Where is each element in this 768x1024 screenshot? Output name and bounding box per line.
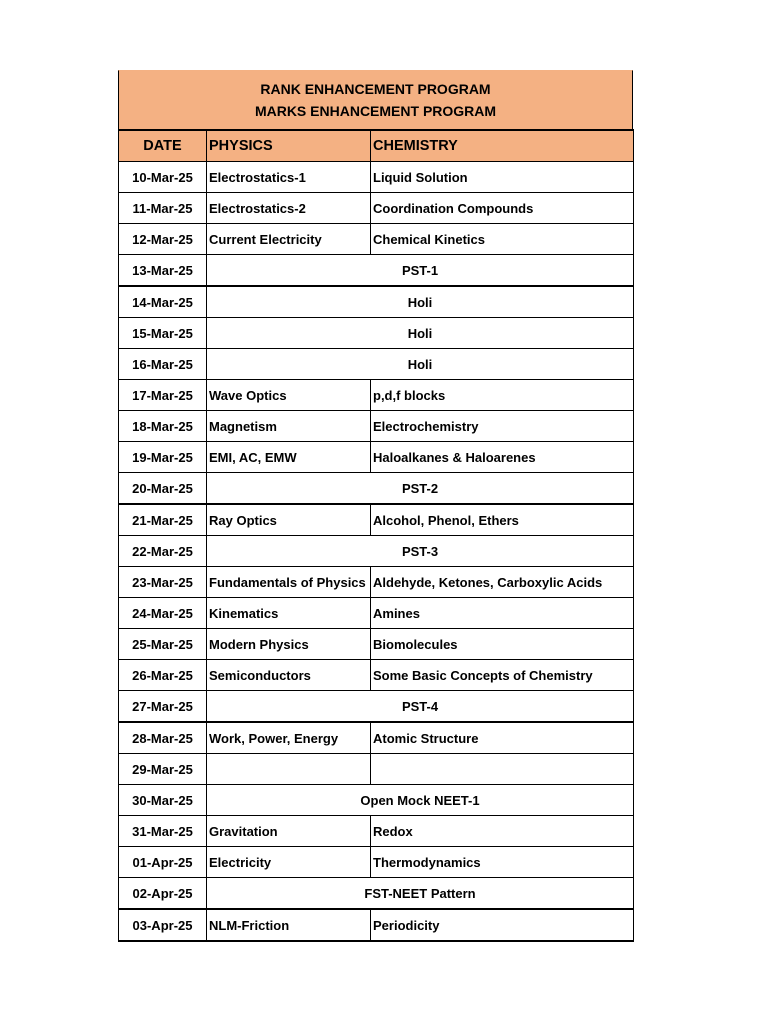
date-cell: 28-Mar-25	[119, 722, 207, 754]
chemistry-topic-cell: Some Basic Concepts of Chemistry	[371, 660, 634, 691]
physics-topic-cell: Kinematics	[207, 598, 371, 629]
table-row	[119, 754, 634, 785]
column-header-physics: PHYSICS	[207, 130, 371, 162]
chemistry-topic-cell: Periodicity	[371, 909, 634, 941]
column-header-chemistry: CHEMISTRY	[371, 130, 634, 162]
merged-event-cell: PST-4	[207, 691, 634, 723]
merged-event-cell: Holi	[207, 286, 634, 318]
date-cell: 15-Mar-25	[119, 318, 207, 349]
merged-event-cell: Open Mock NEET-1	[207, 785, 634, 816]
date-cell: 17-Mar-25	[119, 380, 207, 411]
table-row	[119, 785, 634, 816]
table-row	[119, 660, 634, 691]
physics-topic-cell: Modern Physics	[207, 629, 371, 660]
table-row	[119, 847, 634, 878]
merged-event-cell: PST-3	[207, 536, 634, 567]
program-banner	[118, 70, 633, 129]
schedule-rows	[119, 162, 634, 942]
chemistry-topic-cell: Alcohol, Phenol, Ethers	[371, 504, 634, 536]
date-cell: 22-Mar-25	[119, 536, 207, 567]
schedule-table	[118, 129, 634, 942]
table-row	[119, 349, 634, 380]
merged-event-cell: FST-NEET Pattern	[207, 878, 634, 910]
chemistry-topic-cell: Liquid Solution	[371, 162, 634, 193]
date-cell: 02-Apr-25	[119, 878, 207, 910]
merged-event-cell: PST-2	[207, 473, 634, 505]
physics-topic-cell: NLM-Friction	[207, 909, 371, 941]
date-cell: 26-Mar-25	[119, 660, 207, 691]
table-row	[119, 411, 634, 442]
date-cell: 30-Mar-25	[119, 785, 207, 816]
date-cell: 20-Mar-25	[119, 473, 207, 505]
chemistry-topic-cell: Chemical Kinetics	[371, 224, 634, 255]
date-cell: 11-Mar-25	[119, 193, 207, 224]
table-row	[119, 909, 634, 941]
date-cell: 18-Mar-25	[119, 411, 207, 442]
physics-topic-cell: Current Electricity	[207, 224, 371, 255]
chemistry-topic-cell: Atomic Structure	[371, 722, 634, 754]
physics-topic-cell: EMI, AC, EMW	[207, 442, 371, 473]
chemistry-topic-cell: Coordination Compounds	[371, 193, 634, 224]
chemistry-topic-cell: Biomolecules	[371, 629, 634, 660]
physics-topic-cell: Work, Power, Energy	[207, 722, 371, 754]
table-row	[119, 598, 634, 629]
physics-topic-cell: Electrostatics-1	[207, 162, 371, 193]
chemistry-topic-cell	[371, 754, 634, 785]
physics-topic-cell: Electricity	[207, 847, 371, 878]
table-row	[119, 816, 634, 847]
physics-topic-cell: Gravitation	[207, 816, 371, 847]
physics-topic-cell: Electrostatics-2	[207, 193, 371, 224]
table-row	[119, 224, 634, 255]
physics-topic-cell	[207, 754, 371, 785]
physics-topic-cell: Fundamentals of Physics	[207, 567, 371, 598]
date-cell: 25-Mar-25	[119, 629, 207, 660]
date-cell: 13-Mar-25	[119, 255, 207, 287]
program-title-line1: RANK ENHANCEMENT PROGRAM	[260, 81, 491, 97]
schedule-sheet	[118, 70, 633, 942]
table-row	[119, 162, 634, 193]
date-cell: 19-Mar-25	[119, 442, 207, 473]
header-row	[119, 130, 634, 162]
table-row	[119, 473, 634, 505]
chemistry-topic-cell: p,d,f blocks	[371, 380, 634, 411]
physics-topic-cell: Magnetism	[207, 411, 371, 442]
date-cell: 29-Mar-25	[119, 754, 207, 785]
merged-event-cell: PST-1	[207, 255, 634, 287]
merged-event-cell: Holi	[207, 318, 634, 349]
physics-topic-cell: Wave Optics	[207, 380, 371, 411]
table-row	[119, 567, 634, 598]
table-row	[119, 193, 634, 224]
table-row	[119, 318, 634, 349]
date-cell: 31-Mar-25	[119, 816, 207, 847]
chemistry-topic-cell: Electrochemistry	[371, 411, 634, 442]
chemistry-topic-cell: Amines	[371, 598, 634, 629]
merged-event-cell: Holi	[207, 349, 634, 380]
date-cell: 01-Apr-25	[119, 847, 207, 878]
chemistry-topic-cell: Haloalkanes & Haloarenes	[371, 442, 634, 473]
date-cell: 24-Mar-25	[119, 598, 207, 629]
table-row	[119, 380, 634, 411]
date-cell: 23-Mar-25	[119, 567, 207, 598]
table-row	[119, 442, 634, 473]
physics-topic-cell: Ray Optics	[207, 504, 371, 536]
date-cell: 27-Mar-25	[119, 691, 207, 723]
table-row	[119, 286, 634, 318]
table-row	[119, 504, 634, 536]
date-cell: 14-Mar-25	[119, 286, 207, 318]
date-cell: 12-Mar-25	[119, 224, 207, 255]
chemistry-topic-cell: Redox	[371, 816, 634, 847]
date-cell: 10-Mar-25	[119, 162, 207, 193]
table-row	[119, 255, 634, 287]
chemistry-topic-cell: Thermodynamics	[371, 847, 634, 878]
date-cell: 03-Apr-25	[119, 909, 207, 941]
table-row	[119, 691, 634, 723]
table-row	[119, 536, 634, 567]
column-header-date: DATE	[119, 130, 207, 162]
date-cell: 21-Mar-25	[119, 504, 207, 536]
physics-topic-cell: Semiconductors	[207, 660, 371, 691]
date-cell: 16-Mar-25	[119, 349, 207, 380]
program-title-line2: MARKS ENHANCEMENT PROGRAM	[254, 103, 497, 119]
table-row	[119, 722, 634, 754]
table-row	[119, 878, 634, 910]
chemistry-topic-cell: Aldehyde, Ketones, Carboxylic Acids	[371, 567, 634, 598]
table-row	[119, 629, 634, 660]
